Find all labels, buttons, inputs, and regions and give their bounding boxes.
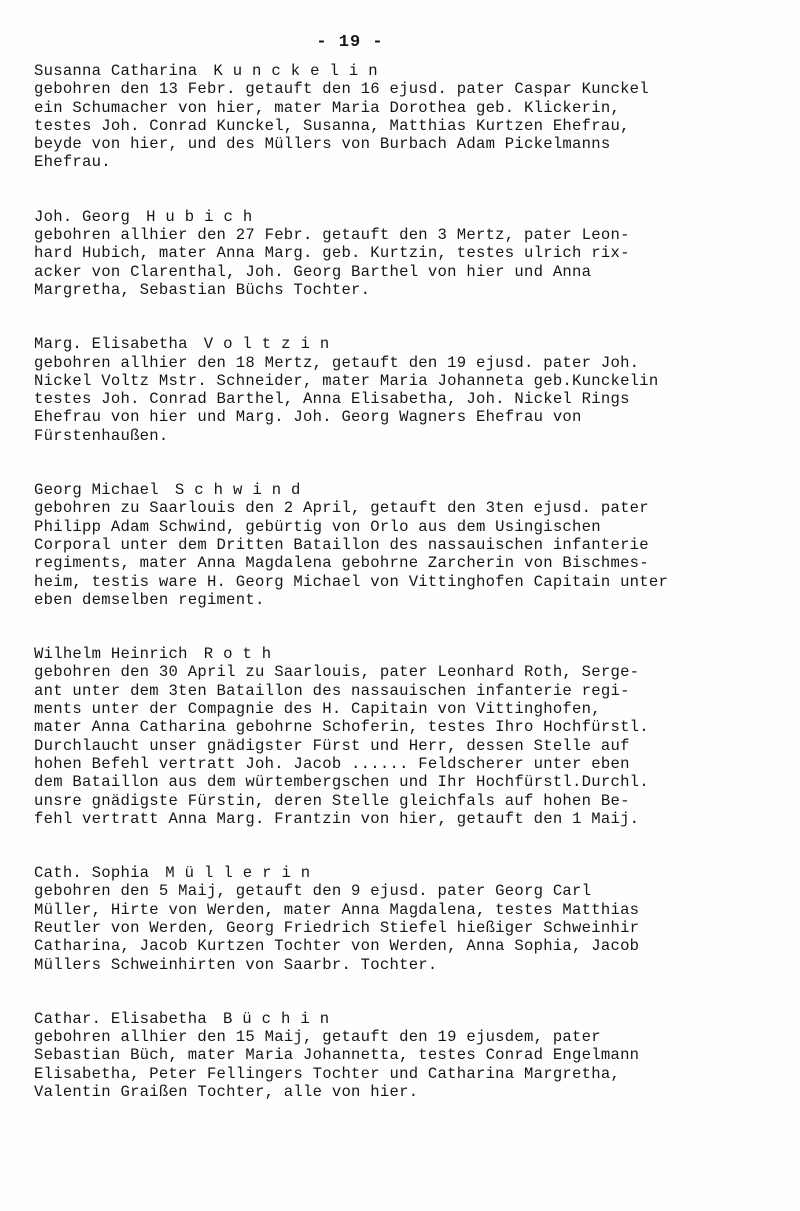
- entry-name: [34, 62, 794, 80]
- entry-text-line: Ehefrau von hier und Marg. Joh. Georg Wagners Ehefrau von: [34, 408, 582, 427]
- register-entry: [34, 62, 794, 172]
- entry-text-line: Fürstenhaußen.: [34, 426, 169, 445]
- register-entry: [34, 864, 794, 974]
- entry-text-line: gebohren allhier den 15 Maij, getauft den 19 ejusdem, pater: [34, 1028, 601, 1047]
- entry-text-line: regiments, mater Anna Magdalena gebohrne Zarcherin von Bischmes-: [34, 554, 649, 573]
- surname: Büchin: [222, 1009, 340, 1028]
- given-name: Cathar. Elisabetha: [34, 1009, 207, 1028]
- given-name: Wilhelm Heinrich: [34, 645, 188, 664]
- entry-text-line: testes Joh. Conrad Barthel, Anna Elisabetha, Joh. Nickel Rings: [34, 390, 630, 409]
- given-name: Cath. Sophia: [34, 864, 150, 883]
- entry-text-line: testes Joh. Conrad Kunckel, Susanna, Matthias Kurtzen Ehefrau,: [34, 116, 630, 135]
- given-name: Marg. Elisabetha: [34, 335, 188, 354]
- given-name: Susanna Catharina: [34, 62, 198, 80]
- surname: Hubich: [146, 207, 263, 226]
- entry-text-line: hard Hubich, mater Anna Marg. geb. Kurtzin, testes ulrich rix-: [34, 244, 630, 263]
- entry-text-line: ant unter dem 3ten Bataillon des nassauischen infanterie regi-: [34, 681, 630, 700]
- entry-text-line: ein Schumacher von hier, mater Maria Dorothea geb. Klickerin,: [34, 98, 621, 117]
- entry-text-line: beyde von hier, und des Müllers von Burbach Adam Pickelmanns: [34, 135, 611, 154]
- entry-text-line: dem Bataillon aus dem würtembergschen und Ihr Hochfürstl.Durchl.: [34, 773, 649, 792]
- register-entry: [34, 1010, 794, 1101]
- entry-text-line: mater Anna Catharina gebohrne Schoferin, testes Ihro Hochfürstl.: [34, 718, 649, 737]
- entry-text-line: Catharina, Jacob Kurtzen Tochter von Werden, Anna Sophia, Jacob: [34, 937, 640, 956]
- entry-text-line: acker von Clarenthal, Joh. Georg Barthel von hier und Anna: [34, 262, 592, 281]
- register-entry: [34, 208, 794, 299]
- surname: Müllerin: [165, 864, 321, 883]
- entry-text-line: Reutler von Werden, Georg Friedrich Stiefel hießiger Schweinhir: [34, 918, 640, 937]
- register-entry: [34, 335, 794, 445]
- surname: Kunckelin: [213, 62, 388, 80]
- entry-text-line: Elisabetha, Peter Fellingers Tochter und Catharina Margretha,: [34, 1064, 621, 1083]
- entry-text-line: hohen Befehl vertratt Joh. Jacob ...... Feldscherer unter eben: [34, 754, 630, 773]
- entry-text-line: gebohren allhier den 18 Mertz, getauft den 19 ejusd. pater Joh.: [34, 353, 640, 372]
- entry-text-line: gebohren zu Saarlouis den 2 April, getauft den 3ten ejusd. pater: [34, 499, 649, 518]
- entry-text-line: gebohren den 13 Febr. getauft den 16 ejusd. pater Caspar Kunckel: [34, 80, 649, 99]
- entry-text-line: Durchlaucht unser gnädigster Fürst und Herr, dessen Stelle auf: [34, 736, 630, 755]
- given-name: Georg Michael: [34, 481, 159, 500]
- entry-name: [34, 645, 794, 663]
- entry-text-line: Margretha, Sebastian Büchs Tochter.: [34, 280, 371, 299]
- register-entry: [34, 481, 794, 609]
- entry-text-line: heim, testis ware H. Georg Michael von Vittinghofen Capitain unter: [34, 572, 669, 591]
- surname: Roth: [203, 645, 282, 664]
- entry-text-line: Valentin Graißen Tochter, alle von hier.: [34, 1083, 419, 1102]
- surname: Voltzin: [203, 335, 340, 354]
- entry-text-line: Ehefrau.: [34, 153, 111, 172]
- register-entry: [34, 645, 794, 828]
- entry-text-line: gebohren den 30 April zu Saarlouis, pater Leonhard Roth, Serge-: [34, 663, 640, 682]
- entry-text-line: Corporal unter dem Dritten Bataillon des nassauischen infanterie: [34, 535, 649, 554]
- entry-name: [34, 481, 794, 499]
- entry-name: [34, 335, 794, 353]
- entry-text-line: fehl vertratt Anna Marg. Frantzin von hier, getauft den 1 Maij.: [34, 809, 640, 828]
- entry-text-line: ments unter der Compagnie des H. Capitain von Vittinghofen,: [34, 700, 601, 719]
- entry-text-line: Sebastian Büch, mater Maria Johannetta, testes Conrad Engelmann: [34, 1046, 640, 1065]
- entry-name: [34, 208, 794, 226]
- entry-text-line: Müllers Schweinhirten von Saarbr. Tochter.: [34, 955, 438, 974]
- entry-text-line: gebohren allhier den 27 Febr. getauft den 3 Mertz, pater Leon-: [34, 226, 630, 245]
- entry-text-line: unsre gnädigste Fürstin, deren Stelle gleichfals auf hohen Be-: [34, 791, 630, 810]
- entry-text-line: Müller, Hirte von Werden, mater Anna Magdalena, testes Matthias: [34, 900, 640, 919]
- entry-text-line: Philipp Adam Schwind, gebürtig von Orlo aus dem Usingischen: [34, 517, 601, 536]
- entry-text-line: eben demselben regiment.: [34, 590, 265, 609]
- entry-text-line: Nickel Voltz Mstr. Schneider, mater Maria Johanneta geb.Kunckelin: [34, 371, 659, 390]
- baptism-register: [34, 62, 794, 1137]
- entry-name: [34, 1010, 794, 1028]
- entry-name: [34, 864, 794, 882]
- given-name: Joh. Georg: [34, 207, 131, 226]
- page-number: - 19 -: [316, 33, 384, 52]
- entry-text-line: gebohren den 5 Maij, getauft den 9 ejusd. pater Georg Carl: [34, 882, 592, 901]
- surname: Schwind: [174, 481, 311, 500]
